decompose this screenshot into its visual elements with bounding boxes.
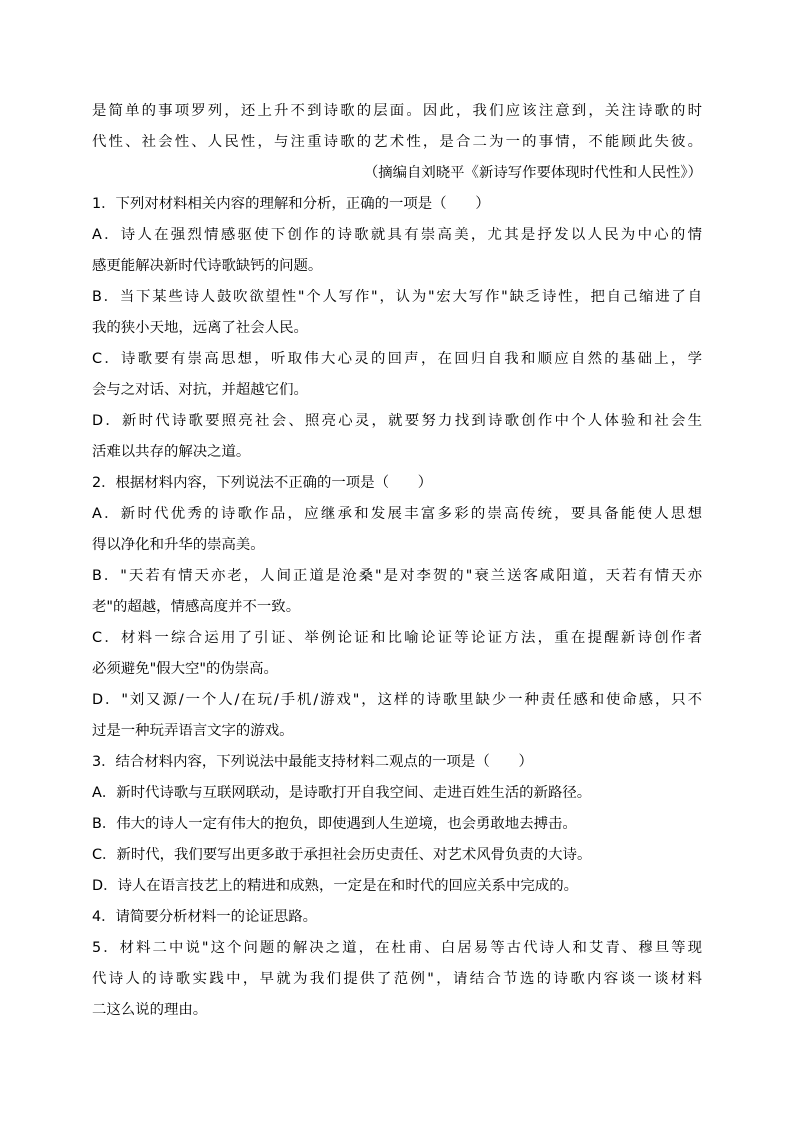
question-2-option-c-line-2: 必须避免"假大空"的伪崇高。 — [92, 661, 278, 677]
question-2-option-d-line-1: D．"刘又源/一个人/在玩/手机/游戏"，这样的诗歌里缺少一种责任感和使命感，只不 — [92, 692, 702, 708]
question-3-option-d: D．诗人在语言技艺上的精进和成熟，一定是在和时代的回应关系中完成的。 — [92, 878, 578, 894]
question-2-option-a-line-2: 得以净化和升华的崇高美。 — [92, 537, 265, 553]
source-citation: （摘编自刘晓平《新诗写作要体现时代性和人民性》） — [363, 165, 702, 181]
question-3-stem: 3．结合材料内容，下列说法中最能支持材料二观点的一项是（ ） — [92, 754, 533, 770]
intro-line-2: 代性、社会性、人民性，与注重诗歌的艺术性，是合二为一的事情，不能顾此失彼。 — [92, 134, 702, 150]
question-3-option-b: B．伟大的诗人一定有伟大的抱负，即使遇到人生逆境，也会勇敢地去搏击。 — [92, 816, 577, 832]
question-4-stem: 4．请简要分析材料一的论证思路。 — [92, 909, 318, 925]
question-1-option-c-line-2: 会与之对话、对抗，并超越它们。 — [92, 382, 308, 398]
question-5-line-2: 代诗人的诗歌实践中，早就为我们提供了范例"，请结合节选的诗歌内容谈一谈材料 — [92, 971, 702, 987]
question-2-option-c-line-1: C．材料一综合运用了引证、举例论证和比喻论证等论证方法，重在提醒新诗创作者 — [92, 630, 702, 646]
intro-line-1: 是简单的事项罗列，还上升不到诗歌的层面。因此，我们应该注意到，关注诗歌的时 — [92, 103, 702, 119]
question-3-option-a: A．新时代诗歌与互联网联动，是诗歌打开自我空间、走进百姓生活的新路径。 — [92, 785, 592, 801]
question-5-line-1: 5．材料二中说"这个问题的解决之道，在杜甫、白居易等古代诗人和艾青、穆旦等现 — [92, 940, 702, 956]
question-2-stem: 2．根据材料内容，下列说法不正确的一项是（ ） — [92, 475, 433, 491]
question-1-option-b-line-1: B．当下某些诗人鼓吹欲望性"个人写作"，认为"宏大写作"缺乏诗性，把自己缩进了自 — [92, 289, 702, 305]
question-1-option-d-line-1: D．新时代诗歌要照亮社会、照亮心灵，就要努力找到诗歌创作中个人体验和社会生 — [92, 413, 702, 429]
question-2-option-d-line-2: 过是一种玩弄语言文字的游戏。 — [92, 723, 294, 739]
question-1-option-c-line-1: C．诗歌要有崇高思想，听取伟大心灵的回声，在回归自我和顺应自然的基础上，学 — [92, 351, 702, 367]
question-1-option-a-line-1: A．诗人在强烈情感驱使下创作的诗歌就具有崇高美，尤其是抒发以人民为中心的情 — [92, 227, 702, 243]
question-2-option-a-line-1: A．新时代优秀的诗歌作品，应继承和发展丰富多彩的崇高传统，要具备能使人思想 — [92, 506, 702, 522]
question-5-line-3: 二这么说的理由。 — [92, 1002, 208, 1018]
question-2-option-b-line-1: B．"天若有情天亦老，人间正道是沧桑"是对李贺的"衰兰送客咸阳道，天若有情天亦 — [92, 568, 702, 584]
question-3-option-c: C．新时代，我们要写出更多敢于承担社会历史责任、对艺术风骨负责的大诗。 — [92, 847, 592, 863]
question-1-stem: 1．下列对材料相关内容的理解和分析，正确的一项是（ ） — [92, 196, 490, 212]
question-2-option-b-line-2: 老"的超越，情感高度并不一致。 — [92, 599, 301, 615]
question-1-option-d-line-2: 活难以共存的解决之道。 — [92, 444, 251, 460]
question-1-option-b-line-2: 我的狭小天地，远离了社会人民。 — [92, 320, 308, 336]
question-1-option-a-line-2: 感更能解决新时代诗歌缺钙的问题。 — [92, 258, 323, 274]
document-page — [92, 96, 702, 1026]
